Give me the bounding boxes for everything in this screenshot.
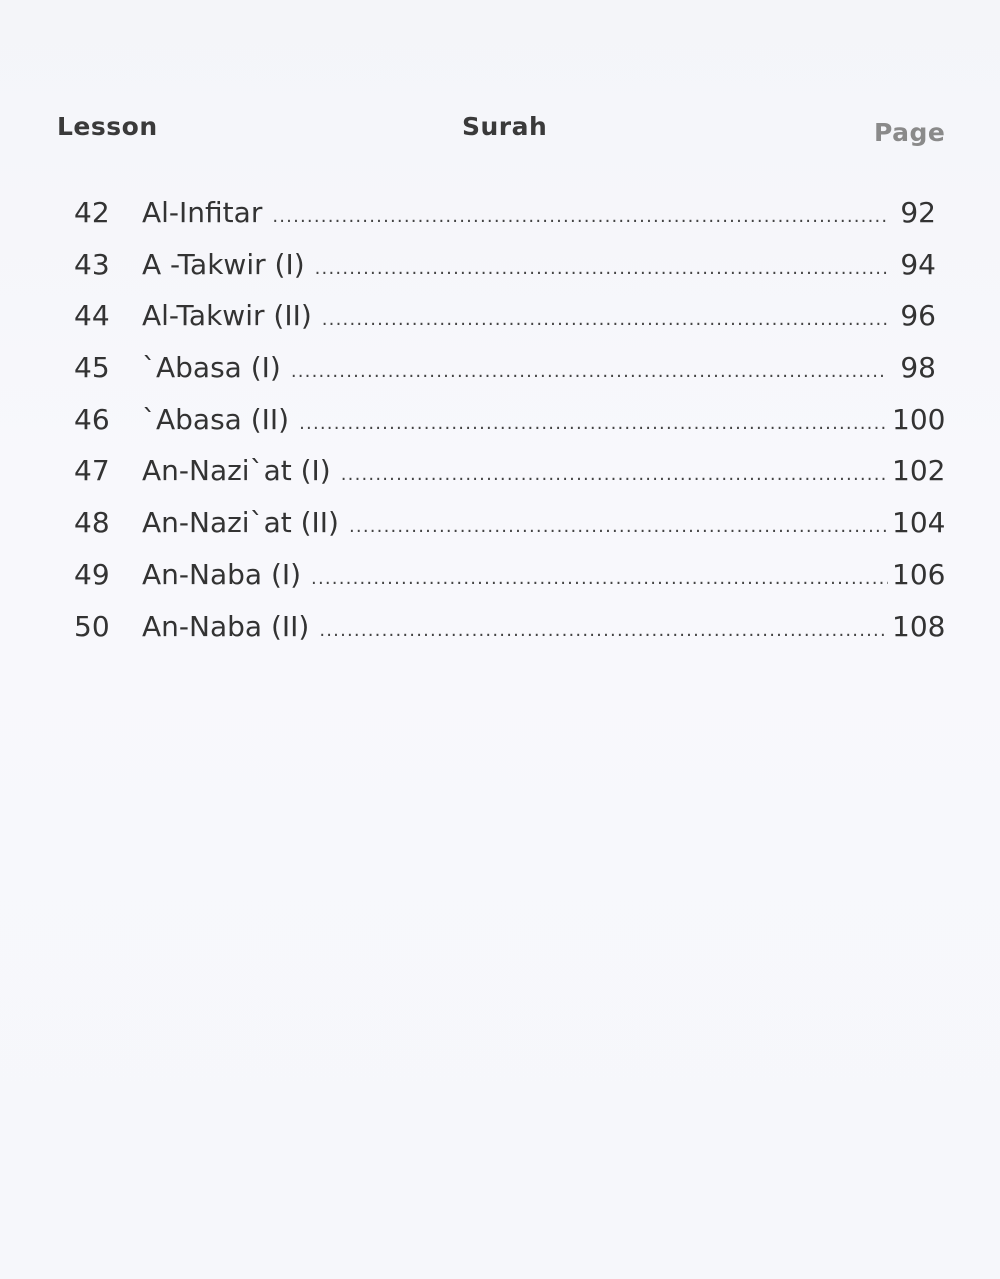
lesson-number: 47 [74, 454, 110, 488]
surah-title: An-Naba (II) [142, 609, 310, 643]
page-number: 104 [892, 506, 946, 540]
surah-title: Al-Takwir (II) [142, 299, 312, 333]
dot-leader [291, 361, 888, 382]
page-number: 92 [900, 196, 936, 229]
page-number: 96 [900, 299, 936, 333]
toc-entry [0, 558, 1000, 610]
lesson-number: 49 [74, 557, 110, 591]
toc-entry [0, 403, 1000, 455]
surah-title: An-Nazi`at (II) [142, 506, 339, 540]
dot-leader [272, 206, 888, 227]
toc-entry [0, 454, 1000, 506]
surah-title: An-Naba (I) [142, 557, 302, 591]
dot-leader [341, 464, 888, 485]
surah-title: `Abasa (I) [142, 351, 281, 385]
toc-entry-line [142, 609, 946, 643]
lesson-number: 48 [74, 506, 110, 540]
dot-leader [315, 258, 888, 279]
page-number: 102 [892, 454, 946, 488]
surah-column-header: Surah [462, 112, 548, 141]
toc-entry [0, 196, 1000, 248]
toc-entry-line [142, 402, 946, 436]
toc-entry-line [142, 454, 946, 488]
lesson-number: 43 [74, 247, 110, 281]
toc-entry [0, 248, 1000, 300]
lesson-column-header: Lesson [57, 112, 158, 141]
dot-leader [349, 516, 888, 537]
page-column-header: Page [874, 118, 946, 147]
page-number: 106 [892, 557, 946, 591]
toc-entry-line [142, 351, 936, 384]
dot-leader [322, 309, 888, 330]
table-of-contents-list [0, 196, 1000, 661]
surah-title: Al-Infitar [142, 196, 263, 229]
page-number: 98 [900, 351, 936, 385]
surah-title: `Abasa (II) [142, 402, 290, 436]
dot-leader [299, 413, 888, 434]
lesson-number: 42 [74, 196, 110, 229]
toc-entry-line [142, 557, 946, 591]
table-of-contents-header [0, 112, 1000, 152]
page-number: 94 [900, 247, 936, 281]
surah-title: A -Takwir (I) [142, 247, 305, 281]
toc-entry [0, 351, 1000, 403]
lesson-number: 44 [74, 299, 110, 333]
surah-title: An-Nazi`at (I) [142, 454, 331, 488]
lesson-number: 45 [74, 351, 110, 385]
toc-entry [0, 506, 1000, 558]
toc-entry [0, 299, 1000, 351]
dot-leader [319, 620, 888, 641]
toc-entry-line [142, 299, 936, 332]
toc-entry-line [142, 196, 936, 229]
toc-entry-line [142, 506, 946, 540]
lesson-number: 46 [74, 402, 110, 436]
lesson-number: 50 [74, 609, 110, 643]
toc-entry [0, 610, 1000, 662]
page-number: 108 [892, 609, 946, 643]
page-number: 100 [892, 402, 946, 436]
dot-leader [311, 568, 888, 589]
toc-entry-line [142, 248, 936, 281]
